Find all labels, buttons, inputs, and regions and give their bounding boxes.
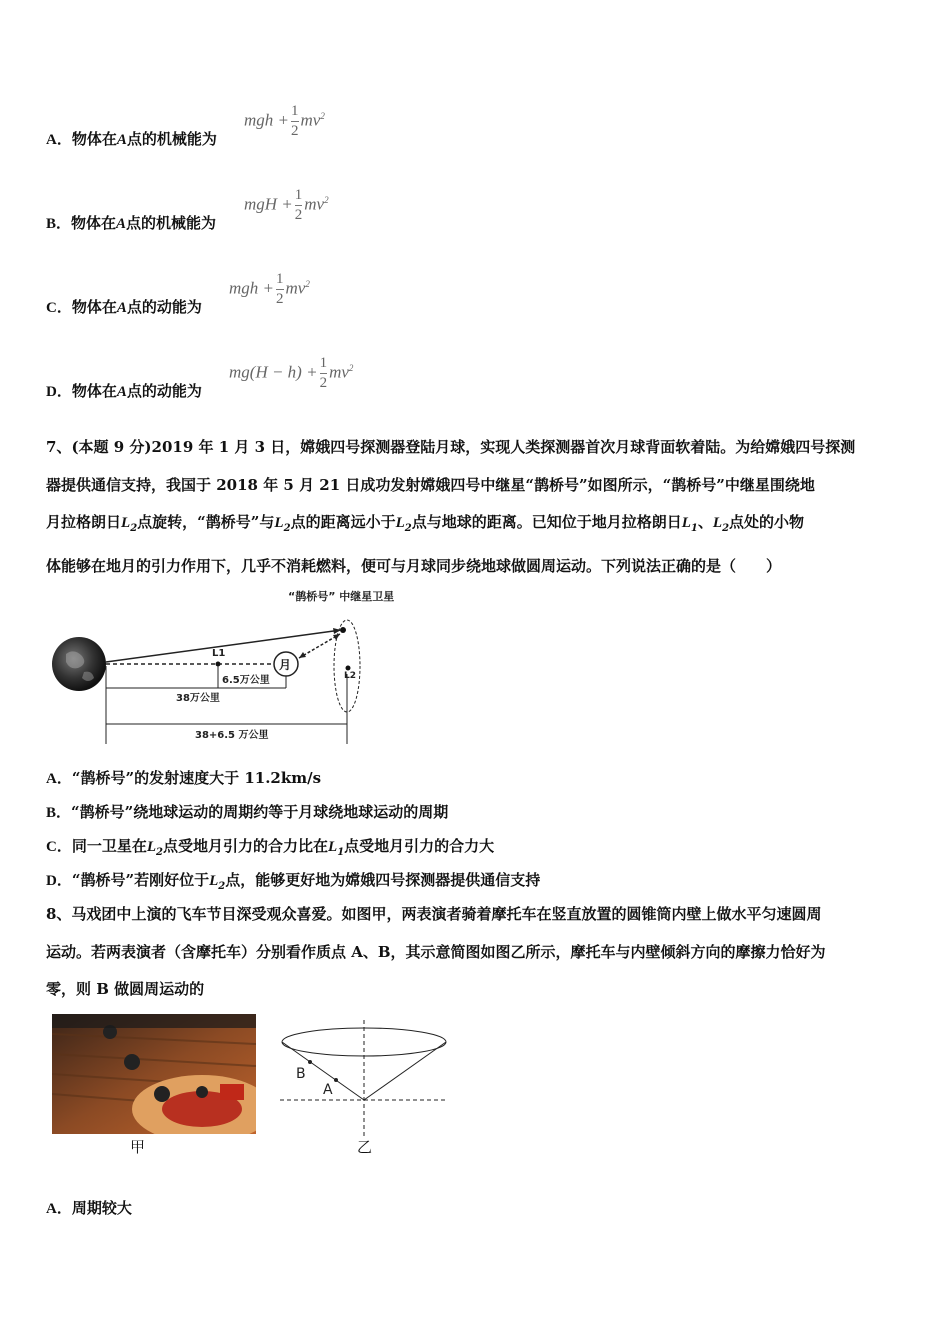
- q7-stem: 7、(本题 9 分)2019 年 1 月 3 日，嫦娥四号探测器登陆月球，实现人类探测器首次月球背面软着陆。为给嫦娥四号探测 器提供通信支持，我国于 2018 年 5 月 21 日成功发射嫦娥四号中继星“鹊桥号”如图所示，“鹊桥号”中继星围绕地 月拉格朗日$L_2$点旋转，“鹊桥号”与$L_2$点的距离远小于$L_2$点与地球的距离。已知位于地月拉格朗日$L_1$、$L_2$点处的小物 体能够在地月的引力作用下，几乎不消耗燃料，便可与月球同步绕地球做圆周运动。下列说法正确的是（ ）: [46, 438, 856, 575]
- q7-option-b: B．“鹊桥号”绕地球运动的周期约等于月球绕地球运动的周期: [46, 803, 449, 821]
- q7-option-a: A．“鹊桥号”的发射速度大于 11.2km/s: [46, 769, 322, 787]
- formula-a: mgh + $\frac{1}{2}$ $mv^2$: [244, 103, 325, 139]
- point-a-label: A: [323, 1082, 333, 1098]
- point-b-label: B: [296, 1066, 306, 1082]
- satellite-label: “鹊桥号” 中继星卫星: [288, 590, 395, 603]
- fig-a-caption: 甲: [130, 1138, 146, 1156]
- l2-label: L2: [344, 671, 356, 681]
- q6-option-b: B．物体在A点的机械能为: [46, 214, 217, 232]
- formula-d: mg(H − h) + $\frac{1}{2}$ $mv^2$: [229, 355, 354, 391]
- distance-44-5-label: 38+6.5 万公里: [195, 730, 269, 741]
- distance-6-5-label: 6.5万公里: [222, 675, 270, 686]
- cone-diagram: [280, 1018, 450, 1148]
- q6-option-a: A．物体在A点的机械能为: [46, 130, 217, 148]
- distance-38-label: 38万公里: [176, 693, 220, 704]
- l2-point: [346, 666, 351, 671]
- q8-option-a: A．周期较大: [46, 1199, 132, 1217]
- formula-b: mgH + $\frac{1}{2}$ $mv^2$: [244, 187, 329, 223]
- moon-label: 月: [279, 658, 292, 672]
- point-a: [334, 1078, 338, 1082]
- l1-point: [216, 662, 221, 667]
- q6-option-c: C．物体在A点的动能为: [46, 298, 202, 316]
- formula-c: mgh + $\frac{1}{2}$ $mv^2$: [229, 271, 310, 307]
- q6-option-d: D．物体在A点的动能为: [46, 382, 202, 400]
- q7-option-c: C．同一卫星在$L_2$点受地月引力的合力比在$L_1$点受地月引力的合力大: [46, 837, 495, 858]
- motorcycle-photo: [52, 1014, 256, 1134]
- point-b: [308, 1060, 312, 1064]
- l1-label: L1: [212, 648, 226, 659]
- fig-b-caption: 乙: [357, 1138, 373, 1156]
- earth-moon-diagram: [48, 584, 398, 746]
- q8-stem: 8、马戏团中上演的飞车节目深受观众喜爱。如图甲，两表演者骑着摩托车在竖直放置的圆锥筒内壁上做水平匀速圆周 运动。若两表演者（含摩托车）分别看作质点 A、B，其示意简图如图乙所示，摩托车与内壁倾斜方向的摩擦力恰好为 零，则 B 做圆周运动的: [46, 905, 826, 998]
- q7-option-d: D．“鹊桥号”若刚好位于$L_2$点，能够更好地为嫦娥四号探测器提供通信支持: [46, 871, 541, 892]
